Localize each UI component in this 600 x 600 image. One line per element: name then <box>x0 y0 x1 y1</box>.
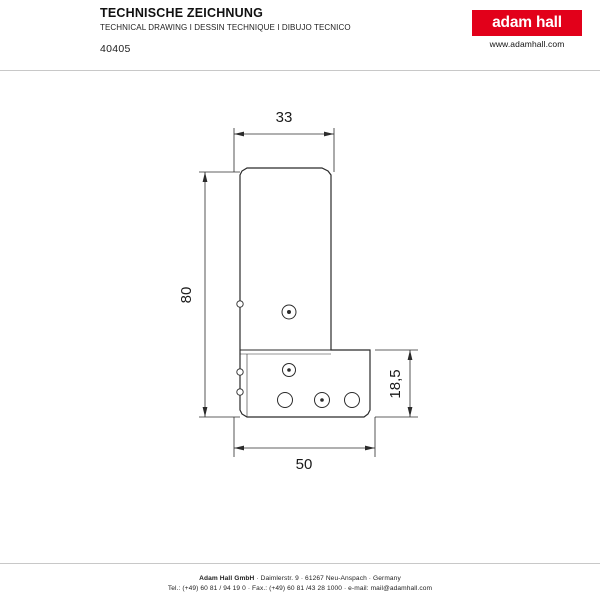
dimension-label-33: 33 <box>275 109 293 126</box>
footer-contact-line: Tel.: (+49) 60 81 / 94 19 0 · Fax.: (+49) 60 81 /43 28 1000 · e-mail: mail@adamhall.com <box>167 585 433 592</box>
hole-upper-center-dot <box>287 310 291 314</box>
page-footer <box>0 574 600 594</box>
page-subtitle: TECHNICAL DRAWING I DESSIN TECHNIQUE I DIBUJO TECNICO <box>100 23 351 32</box>
hole-left-edge-mid <box>237 369 243 375</box>
hole-bottom-center-dot <box>320 398 324 402</box>
adam-hall-logo <box>472 10 582 49</box>
article-number: 40405 <box>100 43 131 55</box>
page-header <box>0 0 600 70</box>
bracket-outline <box>240 168 370 417</box>
dimension-label-80: 80 <box>178 286 195 304</box>
footer-divider <box>0 563 600 564</box>
footer-company-line <box>0 574 600 584</box>
dimension-label-18-5: 18,5 <box>387 369 404 399</box>
hole-bottom-left <box>278 393 293 408</box>
footer-company-name: Adam Hall GmbH <box>199 575 255 582</box>
footer-company-address: · Daimlerstr. 9 · 61267 Neu-Anspach · Germany <box>254 575 401 582</box>
hole-foot-upper-dot <box>287 368 291 372</box>
header-divider <box>0 70 600 71</box>
logo-badge <box>472 10 582 36</box>
drawing-area <box>0 72 600 532</box>
page-title: TECHNISCHE ZEICHNUNG <box>100 6 264 20</box>
logo-website-url: www.adamhall.com <box>489 39 565 49</box>
hole-left-edge-lower <box>237 389 243 395</box>
bracket-technical-drawing <box>0 72 600 532</box>
dimension-label-50: 50 <box>295 456 313 473</box>
title-block <box>100 6 400 33</box>
hole-bottom-right <box>345 393 360 408</box>
hole-left-edge-upper <box>237 301 243 307</box>
logo-brand-text: adam hall <box>492 14 562 31</box>
